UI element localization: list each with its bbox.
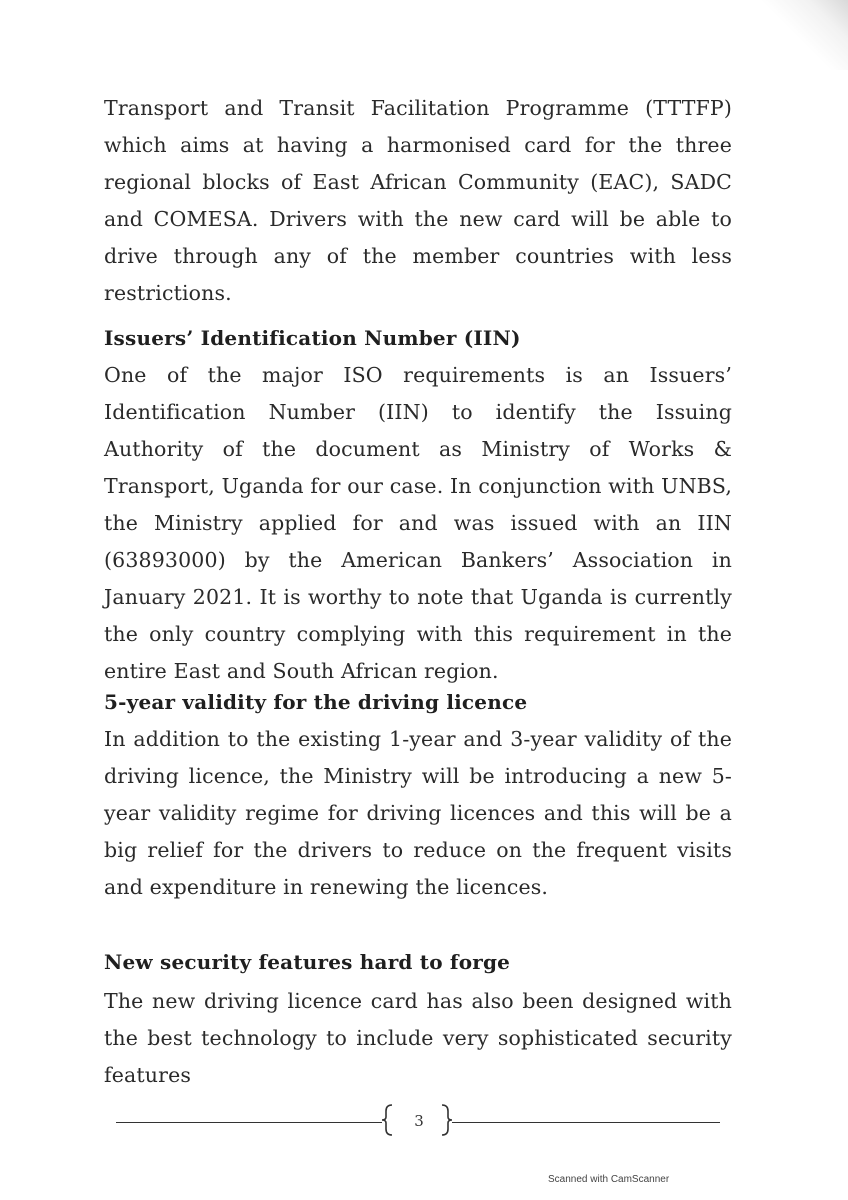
right-brace-icon [440,1103,454,1137]
validity-paragraph: In addition to the existing 1-year and 3-year validity of the driving licence, the Ministry will be introducing a new 5-year validity regime for driving licences and this will be a big relief for the drivers to reduce on the frequent visits and expenditure in renewing the licences. [104,727,732,899]
section-heading-validity: 5-year validity for the driving licence [104,690,528,714]
section-heading-security: New security features hard to forge [104,950,511,974]
security-paragraph: The new driving licence card has also been designed with the best technology to include very sophisticated security features [104,989,732,1087]
iin-paragraph: One of the major ISO requirements is an Issuers’ Identification Number (IIN) to identify the Issuing Authority of the document as Ministry of Works & Transport, Uganda for our case. In conjunction with UNBS, the Ministry applied for and was issued with an IIN (63893000) by the American Bankers’ Association in January 2021. It is worthy to note that Uganda is currently the only country complying with this requirement in the entire East and South African region. [104,363,732,683]
footer-rule-left [116,1122,382,1123]
intro-paragraph: Transport and Transit Facilitation Programme (TTTFP) which aims at having a harmonised card for the three regional blocks of East African Community (EAC), SADC and COMESA. Drivers with the new card will be able to drive through any of the member countries with less restrictions. [104,96,732,305]
page-number: 3 [414,1112,424,1130]
section-heading-iin: Issuers’ Identification Number (IIN) [104,326,521,350]
left-brace-icon [380,1103,394,1137]
scanner-watermark: Scanned with CamScanner [548,1174,670,1185]
page-corner-shadow [758,0,848,70]
footer-rule-right [452,1122,720,1123]
